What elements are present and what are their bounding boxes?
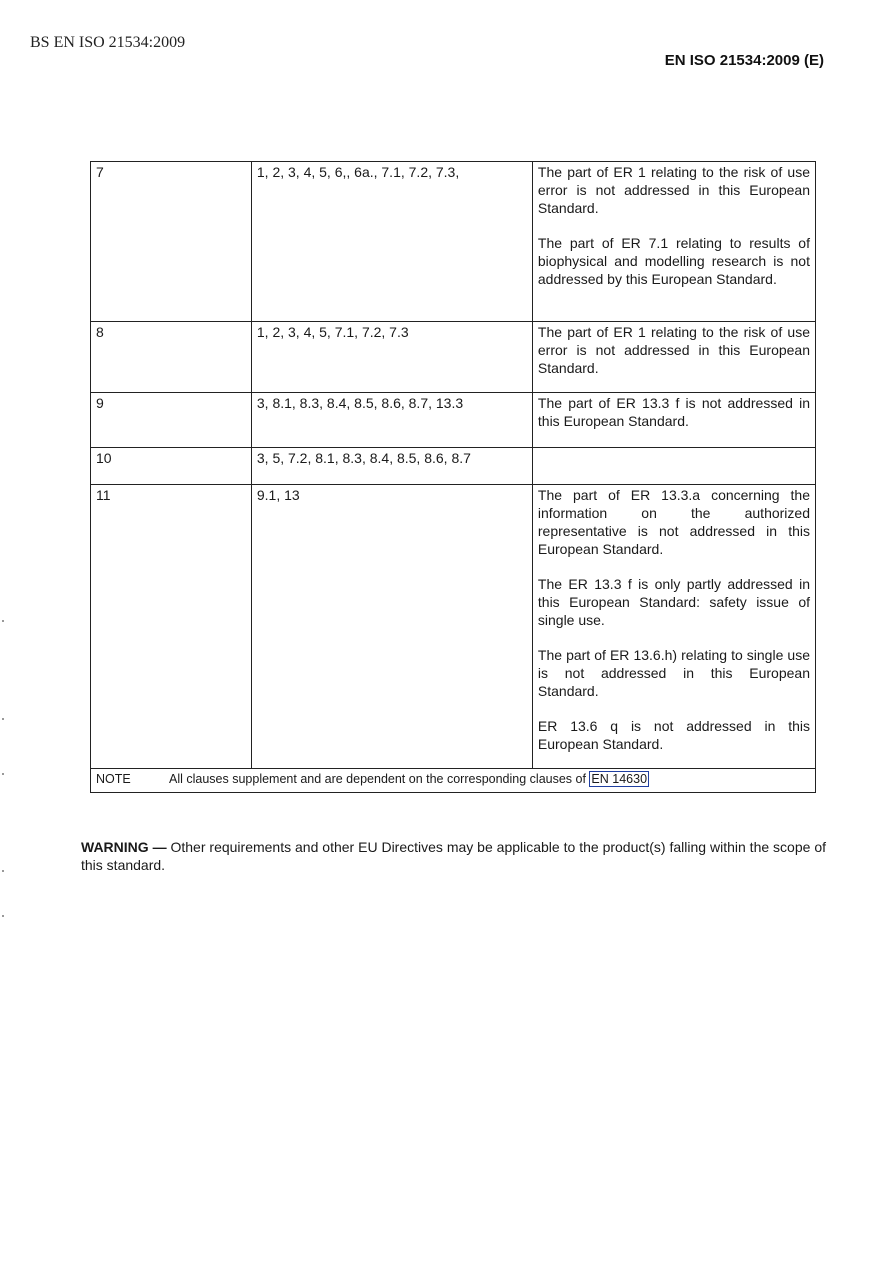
remark: The part of ER 13.3.a concerning the information on the authorized representative is not addressed in this European Standard. xyxy=(537,487,810,557)
clause-list: 3, 8.1, 8.3, 8.4, 8.5, 8.6, 8.7, 13.3 xyxy=(251,393,532,448)
remarks-cell xyxy=(532,448,815,485)
en-14630-link[interactable]: EN 14630 xyxy=(591,772,648,786)
warning-paragraph xyxy=(81,838,826,874)
remark: The part of ER 7.1 relating to results of biophysical and modelling research is not addressed by this European Standard. xyxy=(537,235,810,287)
note-label: NOTE xyxy=(96,772,131,786)
margin-mark xyxy=(2,620,4,622)
remark: The part of ER 1 relating to the risk of use error is not addressed in this European Standard. xyxy=(537,324,810,376)
table-row xyxy=(91,448,816,485)
remarks-cell xyxy=(532,485,815,769)
table-note-row xyxy=(91,769,816,793)
remark: The part of ER 1 relating to the risk of use error is not addressed in this European Standard. xyxy=(537,164,810,216)
clause-list: 3, 5, 7.2, 8.1, 8.3, 8.4, 8.5, 8.6, 8.7 xyxy=(251,448,532,485)
table-row xyxy=(91,322,816,393)
warning-text: Other requirements and other EU Directives may be applicable to the product(s) falling within the scope of this standard. xyxy=(81,839,826,873)
remarks-cell xyxy=(532,162,815,322)
annex-number: 8 xyxy=(91,322,252,393)
remarks-cell xyxy=(532,393,815,448)
annex-number: 7 xyxy=(91,162,252,322)
remark: ER 13.6 q is not addressed in this European Standard. xyxy=(537,718,810,752)
document-id-right: EN ISO 21534:2009 (E) xyxy=(664,52,824,69)
note-text: All clauses supplement and are dependent on the corresponding clauses of xyxy=(169,772,590,786)
margin-mark xyxy=(2,870,4,872)
table-row xyxy=(91,162,816,322)
table-row xyxy=(91,485,816,769)
remark: The ER 13.3 f is only partly addressed in this European Standard: safety issue of single use. xyxy=(537,576,810,628)
remark: The part of ER 13.3 f is not addressed in this European Standard. xyxy=(537,395,810,429)
warning-label: WARNING — xyxy=(81,839,167,855)
remark: The part of ER 13.6.h) relating to single use is not addressed in this European Standard. xyxy=(537,647,810,699)
clause-list: 1, 2, 3, 4, 5, 6,, 6a., 7.1, 7.2, 7.3, xyxy=(251,162,532,322)
document-id-left: BS EN ISO 21534:2009 xyxy=(30,34,186,51)
remarks-cell xyxy=(532,322,815,393)
margin-mark xyxy=(2,915,4,917)
table-note xyxy=(91,769,816,793)
table-row xyxy=(91,393,816,448)
margin-mark xyxy=(2,718,4,720)
clause-list: 9.1, 13 xyxy=(251,485,532,769)
annex-number: 9 xyxy=(91,393,252,448)
margin-mark xyxy=(2,773,4,775)
annex-number: 11 xyxy=(91,485,252,769)
clause-list: 1, 2, 3, 4, 5, 7.1, 7.2, 7.3 xyxy=(251,322,532,393)
requirements-table xyxy=(90,161,816,793)
annex-number: 10 xyxy=(91,448,252,485)
